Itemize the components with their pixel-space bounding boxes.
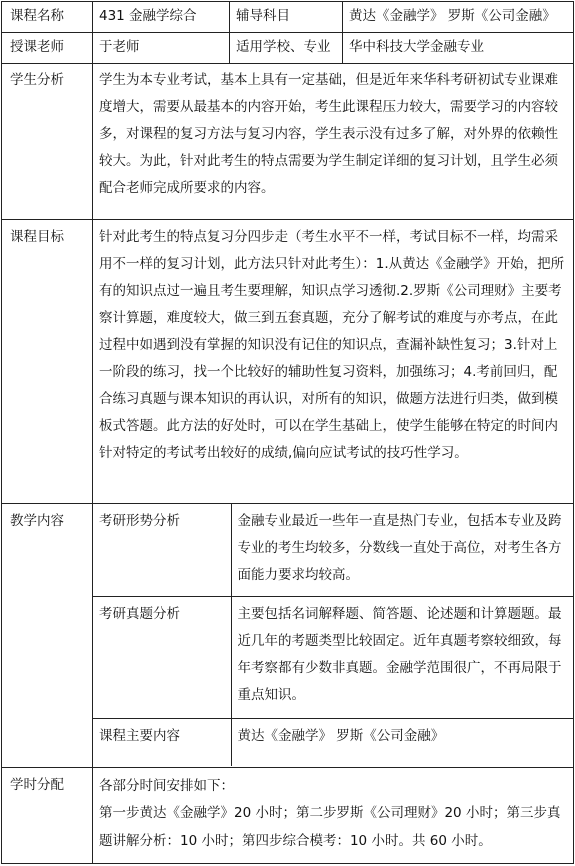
teaching-row-text: 金融专业最近一些年一直是热门专业，包括本专业及跨专业的考生均较多，分数线一直处于高位，对考生各方面能力要求均较高。 [231, 504, 573, 596]
course-row [2, 2, 574, 33]
course-goal-row [2, 220, 574, 504]
teaching-content-cell [93, 504, 574, 768]
time-allocation-label: 学时分配 [2, 768, 93, 864]
time-allocation-cell [93, 768, 574, 864]
time-allocation-intro: 各部分时间安排如下： [99, 778, 234, 794]
teaching-content-label: 教学内容 [2, 504, 93, 768]
teacher-row [2, 33, 574, 64]
course-goal-label: 课程目标 [2, 220, 93, 504]
school-label: 适用学校、专业 [230, 33, 343, 64]
teaching-row-text: 黄达《金融学》 罗斯《公司金融》 [231, 718, 573, 766]
lesson-plan-document [1, 1, 574, 864]
time-allocation-row [2, 768, 574, 864]
subject-value: 黄达《金融学》 罗斯《公司金融》 [343, 2, 574, 33]
teaching-row-situation [93, 504, 573, 596]
teaching-content-subtable [93, 504, 573, 766]
time-allocation-detail: 第一步黄达《金融学》20 小时；第二步罗斯《公司理财》20 小时；第三步真题讲解分析：10 小时；第四步综合模考：10 小时。共 60 小时。 [99, 805, 561, 849]
course-name-label: 课程名称 [2, 2, 93, 33]
teaching-content-row [2, 504, 574, 768]
teaching-row-title: 课程主要内容 [93, 718, 231, 766]
teaching-row-main-content [93, 718, 573, 766]
student-analysis-row [2, 64, 574, 220]
course-goal-text: 针对此考生的特点复习分四步走（考生水平不一样，考试目标不一样，均需采用不一样的复习计划，此方法只针对此考生）：1.从黄达《金融学》开始，把所有的知识点过一遍且考生要理解，知识点学习透彻.2.罗斯《公司理财》主要考察计算题，难度较大，做三到五套真题，充分了解考试的难度与亦考点，在此过程中如遇到没有掌握的知识没有记住的知识点，查漏补缺性复习；3.针对上一阶段的练习，找一个比较好的辅助性复习资料，加强练习；4.考前回归，配合练习真题与课本知识的再认识，对所有的知识，做题方法进行归类，做到模板式答题。此方法的好处时，可以在学生基础上，使学生能够在特定的时间内针对特定的考试考出较好的成绩,偏向应试考试的技巧性学习。 [93, 220, 574, 504]
school-value: 华中科技大学金融专业 [343, 33, 574, 64]
teaching-row-title: 考研真题分析 [93, 596, 231, 718]
student-analysis-label: 学生分析 [2, 64, 93, 220]
teacher-value: 于老师 [93, 33, 230, 64]
lesson-plan-table [1, 1, 574, 864]
course-name-value: 431 金融学综合 [93, 2, 230, 33]
subject-label: 辅导科目 [230, 2, 343, 33]
teaching-row-title: 考研形势分析 [93, 504, 231, 596]
teacher-label: 授课老师 [2, 33, 93, 64]
teaching-row-text: 主要包括名词解释题、简答题、论述题和计算题题。最近几年的考题类型比较固定。近年真题考察较细致，每年考察都有少数非真题。金融学范围很广，不再局限于重点知识。 [231, 596, 573, 718]
student-analysis-text: 学生为本专业考试，基本上具有一定基础，但是近年来华科考研初试专业课难度增大，需要从最基本的内容开始，考生此课程压力较大，需要学习的内容较多，对课程的复习方法与复习内容，学生表示没有过多了解，对外界的依赖性较大。为此，针对此考生的特点需要为学生制定详细的复习计划，且学生必须配合老师完成所要求的内容。 [93, 64, 574, 220]
teaching-row-exam-analysis [93, 596, 573, 718]
